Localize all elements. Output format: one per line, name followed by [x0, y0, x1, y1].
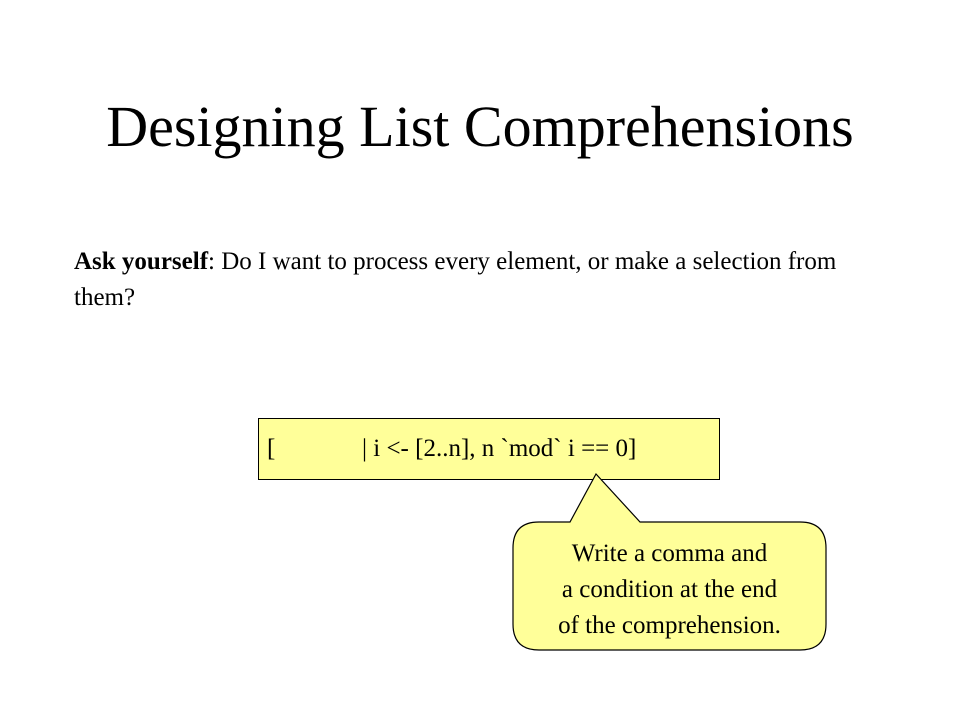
callout-text [511, 536, 828, 644]
prompt-text: : Do I want to process every element, or make a selection from them? [74, 248, 837, 311]
slide-title: Designing List Comprehensions [106, 94, 854, 159]
code-open-bracket: [ [267, 435, 276, 462]
code-generator: | i <- [2..n], n `mod` i == 0] [362, 435, 637, 462]
callout-line-3: of the comprehension. [558, 612, 781, 639]
callout-line-1: Write a comma and [571, 540, 768, 567]
callout-line-2: a condition at the end [561, 576, 778, 603]
prompt-label: Ask yourself [74, 248, 209, 275]
